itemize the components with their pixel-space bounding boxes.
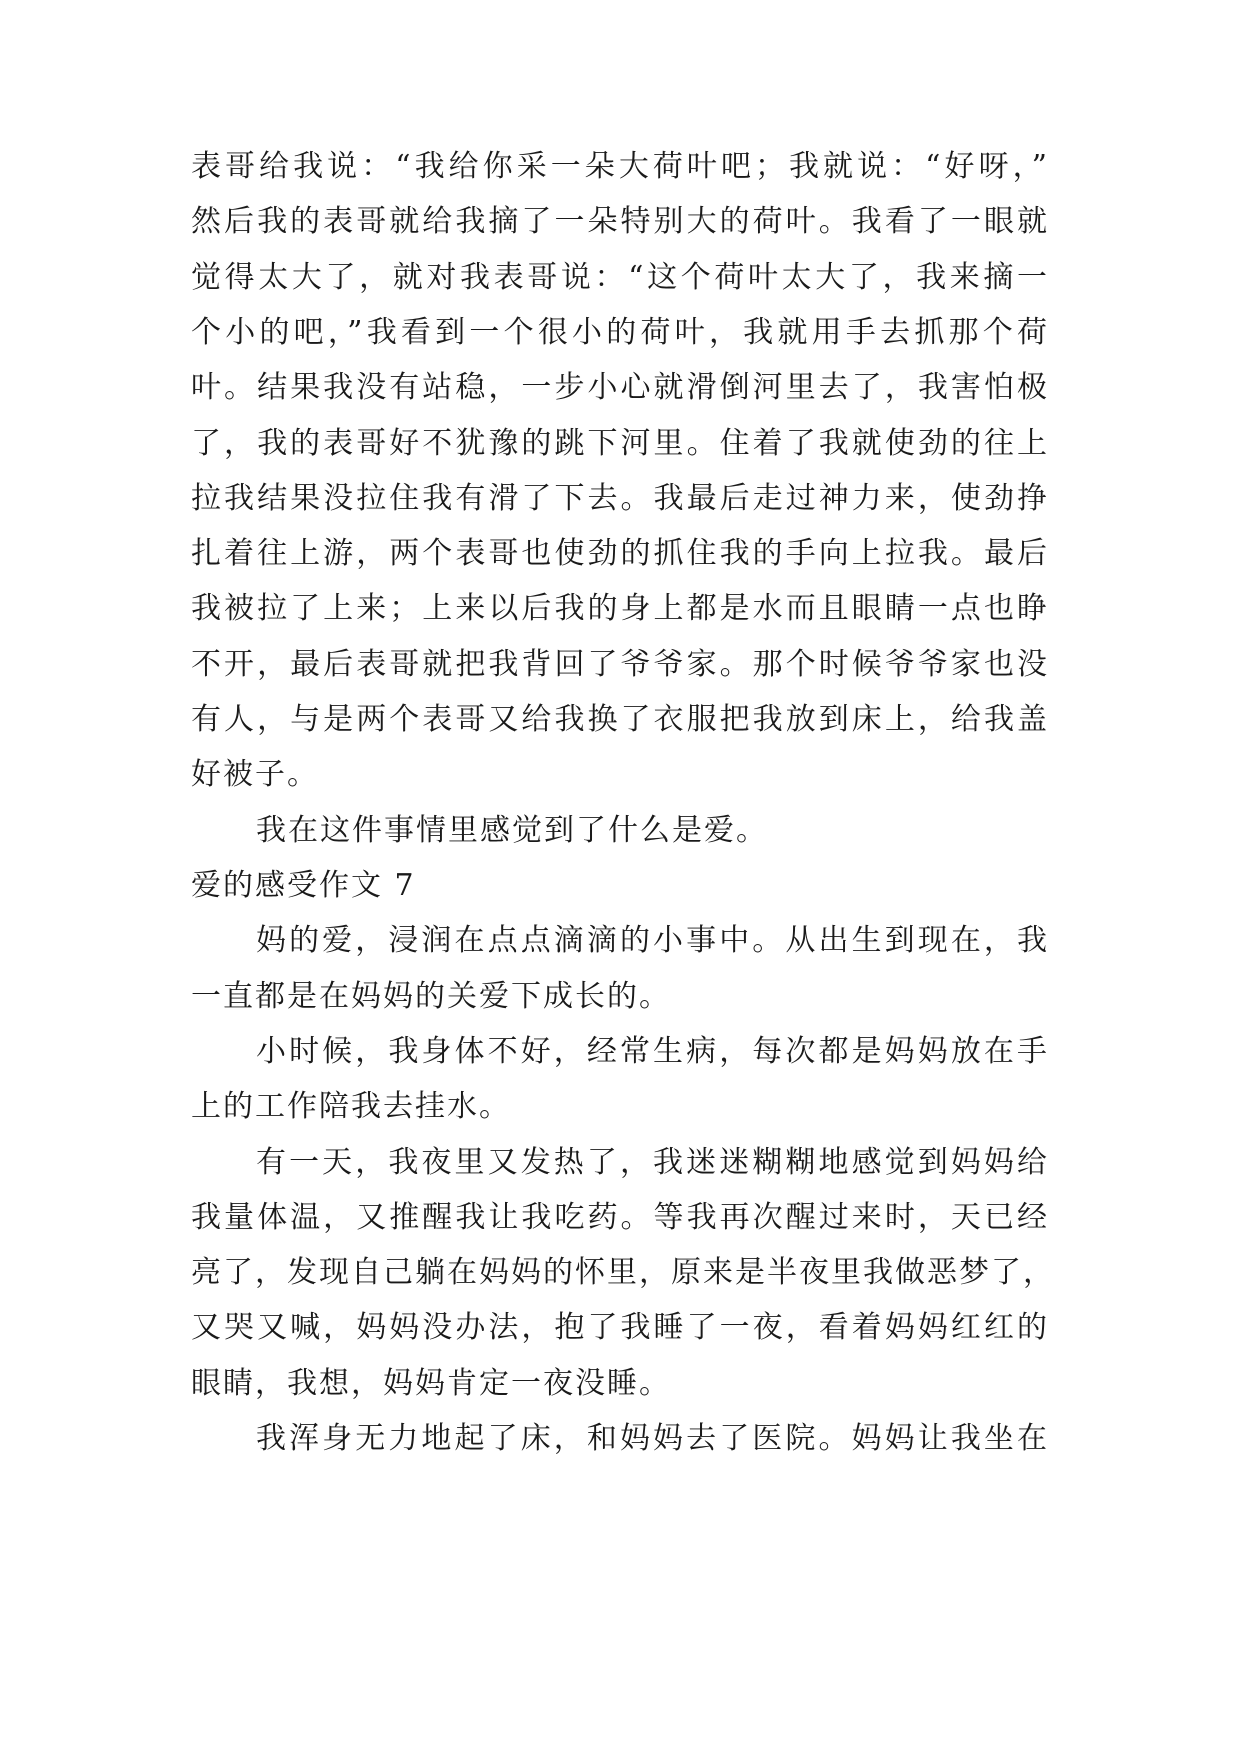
paragraph-line: 我浑身无力地起了床，和妈妈去了医院。妈妈让我坐在 [256,1421,1049,1456]
paragraph-line: 一直都是在妈妈的关爱下成长的。 [191,979,671,1014]
paragraph-line: 妈的爱，浸润在点点滴滴的小事中。从出生到现在，我 [256,923,1049,958]
paragraph-line: 我被拉了上来；上来以后我的身上都是水而且眼睛一点也睁 [191,591,1049,626]
paragraph-line: 上的工作陪我去挂水。 [191,1089,511,1124]
paragraph-line: 又哭又喊，妈妈没办法，抱了我睡了一夜，看着妈妈红红的 [191,1310,1049,1345]
paragraph-line: 我量体温，又推醒我让我吃药。等我再次醒过来时，天已经 [191,1200,1049,1235]
section-heading: 爱的感受作文 7 [191,868,416,903]
paragraph-line: 有人，与是两个表哥又给我换了衣服把我放到床上，给我盖 [191,702,1049,737]
paragraph-line: 扎着往上游，两个表哥也使劲的抓住我的手向上拉我。最后 [191,536,1049,571]
paragraph-line: 个小的吧，”我看到一个很小的荷叶，我就用手去抓那个荷 [191,315,1049,350]
paragraph-line: 然后我的表哥就给我摘了一朵特别大的荷叶。我看了一眼就 [191,204,1049,239]
paragraph-line: 不开，最后表哥就把我背回了爷爷家。那个时候爷爷家也没 [191,647,1049,682]
paragraph-line: 拉我结果没拉住我有滑了下去。我最后走过神力来，使劲挣 [191,481,1049,516]
paragraph-line: 表哥给我说：“我给你采一朵大荷叶吧；我就说：“好呀，” [191,149,1049,184]
paragraph-line: 觉得太大了，就对我表哥说：“这个荷叶太大了，我来摘一 [191,260,1049,295]
paragraph-line: 有一天，我夜里又发热了，我迷迷糊糊地感觉到妈妈给 [256,1145,1049,1180]
paragraph-line: 眼睛，我想，妈妈肯定一夜没睡。 [191,1366,671,1401]
paragraph-line: 了，我的表哥好不犹豫的跳下河里。住着了我就使劲的往上 [191,426,1049,461]
paragraph-line: 好被子。 [191,757,319,792]
paragraph-line: 我在这件事情里感觉到了什么是爱。 [256,813,768,848]
paragraph-line: 小时候，我身体不好，经常生病，每次都是妈妈放在手 [256,1034,1049,1069]
paragraph-line: 亮了，发现自己躺在妈妈的怀里，原来是半夜里我做恶梦了， [191,1255,1055,1290]
paragraph-line: 叶。结果我没有站稳，一步小心就滑倒河里去了，我害怕极 [191,370,1049,405]
